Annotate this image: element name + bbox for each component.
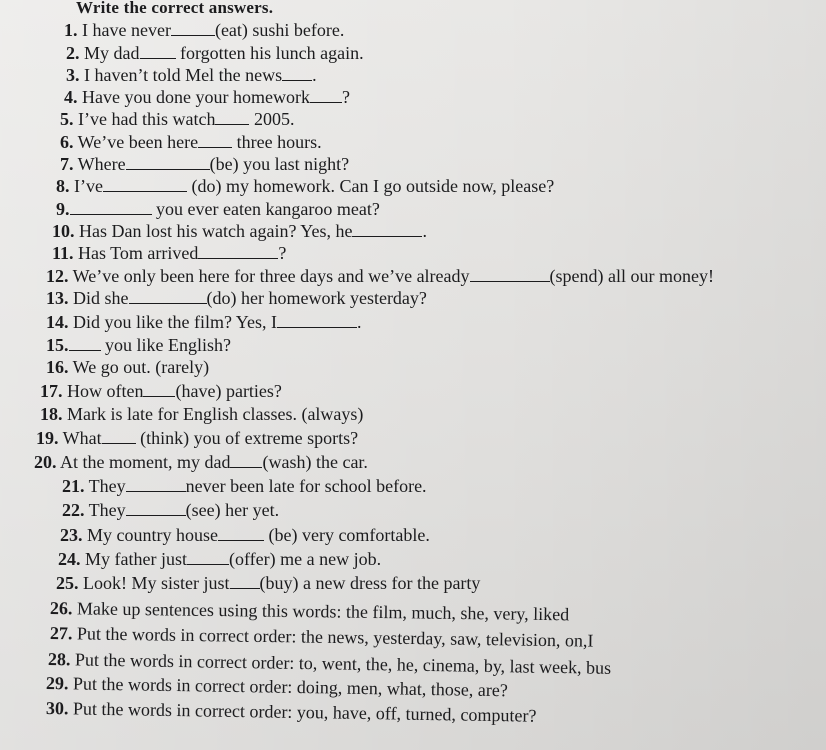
exercise-item — [60, 154, 349, 174]
item-text-before: My country house — [82, 525, 218, 545]
item-number: 4. — [64, 87, 78, 107]
item-text-before: Look! My sister just — [78, 573, 230, 593]
item-number: 8. — [56, 176, 70, 196]
answer-blank[interactable] — [103, 177, 187, 192]
item-text-after: . — [312, 65, 317, 85]
exercise-item — [58, 549, 381, 569]
item-text-before: My father just — [80, 549, 187, 569]
item-text-before: I’ve — [69, 176, 103, 196]
answer-blank[interactable] — [215, 110, 249, 125]
item-text-before: Make up sentences using this words: the film, much, she, very, liked — [72, 598, 570, 625]
item-number: 22. — [62, 500, 85, 520]
item-number: 7. — [60, 154, 74, 174]
answer-blank[interactable] — [102, 429, 136, 444]
item-text-after: . — [422, 221, 427, 241]
item-text-after: ? — [278, 243, 287, 263]
exercise-item — [34, 452, 368, 472]
item-number: 16. — [46, 357, 69, 377]
worksheet-heading: Write the correct answers. — [76, 0, 274, 17]
item-number: 20. — [34, 452, 57, 472]
item-text-before: Has Dan lost his watch again? Yes, he — [74, 221, 353, 241]
item-text-after: (spend) all our money! — [549, 266, 714, 286]
item-text-before: Has Tom arrived — [73, 243, 199, 263]
item-text-before: Did she — [68, 288, 129, 308]
item-text-before: Put the words in correct order: you, have, off, turned, computer? — [68, 698, 537, 726]
exercise-item — [46, 266, 714, 286]
item-text-after: (see) her yet. — [185, 500, 280, 520]
exercise-item — [46, 288, 427, 308]
item-number: 19. — [36, 428, 59, 448]
item-text-after: (be) very comfortable. — [263, 525, 430, 545]
answer-blank[interactable] — [126, 155, 210, 170]
item-text-after: (buy) a new dress for the party — [259, 573, 481, 593]
item-number: 28. — [47, 649, 71, 670]
item-number: 30. — [45, 698, 69, 719]
item-number: 18. — [40, 404, 63, 424]
answer-blank[interactable] — [126, 501, 186, 516]
item-text-before: Put the words in correct order: doing, men, what, those, are? — [68, 673, 508, 701]
item-number: 6. — [60, 132, 74, 152]
item-text-before: They — [84, 476, 126, 496]
exercise-item — [46, 673, 508, 700]
item-number: 11. — [52, 243, 74, 263]
answer-blank[interactable] — [282, 66, 312, 81]
item-text-before: How often — [62, 381, 144, 401]
item-number: 12. — [46, 266, 69, 286]
exercise-item — [52, 221, 427, 241]
item-text-before: Did you like the film? Yes, I — [68, 312, 277, 332]
exercise-item — [52, 243, 286, 263]
item-number: 14. — [46, 312, 69, 332]
item-number: 10. — [52, 221, 75, 241]
item-text-before: Put the words in correct order: the news, yesterday, saw, television, on,I — [72, 623, 594, 651]
item-text-after: ? — [341, 87, 350, 107]
item-text-after: (think) you of extreme sports? — [135, 428, 359, 448]
item-text-after: never been late for school before. — [185, 476, 427, 496]
item-text-before: Have you done your homework — [77, 87, 310, 107]
item-number: 24. — [58, 549, 81, 569]
answer-blank[interactable] — [198, 133, 232, 148]
answer-blank[interactable] — [230, 453, 262, 468]
item-text-before: Where — [73, 154, 126, 174]
item-number: 17. — [40, 381, 63, 401]
item-number: 27. — [49, 623, 73, 644]
exercise-item — [56, 176, 554, 196]
exercise-item — [60, 525, 430, 545]
exercise-item — [46, 698, 537, 726]
answer-blank[interactable] — [126, 477, 186, 492]
item-text-before: I’ve had this watch — [73, 109, 216, 129]
exercise-item — [40, 404, 363, 424]
exercise-item — [62, 476, 427, 496]
exercise-item — [64, 87, 350, 107]
item-text-after: (offer) me a new job. — [228, 549, 382, 569]
exercise-item — [40, 381, 282, 401]
exercise-item — [60, 132, 322, 152]
item-text-before: I have never — [77, 20, 171, 40]
item-text-before: We’ve only been here for three days and we’ve already — [68, 266, 470, 286]
item-text-after: you ever eaten kangaroo meat? — [151, 199, 380, 219]
answer-blank[interactable] — [171, 21, 215, 36]
answer-blank[interactable] — [187, 550, 229, 565]
item-number: 1. — [64, 20, 78, 40]
answer-blank[interactable] — [352, 222, 422, 237]
exercise-item — [66, 65, 317, 85]
item-number: 2. — [66, 43, 80, 63]
item-text-before: At the moment, my dad — [56, 452, 231, 472]
item-text-before: What — [58, 428, 102, 448]
item-number: 13. — [46, 288, 69, 308]
item-text-before: I haven’t told Mel the news — [79, 65, 283, 85]
exercise-item — [46, 335, 231, 355]
item-number: 5. — [60, 109, 74, 129]
answer-blank[interactable] — [218, 526, 264, 541]
exercise-item — [50, 623, 594, 651]
answer-blank[interactable] — [310, 88, 342, 103]
answer-blank[interactable] — [70, 200, 152, 215]
exercise-item — [66, 43, 364, 63]
answer-blank[interactable] — [198, 244, 278, 259]
item-number: 21. — [62, 476, 85, 496]
item-text-before: Put the words in correct order: to, went, the, he, cinema, by, last week, bus — [70, 649, 612, 678]
answer-blank[interactable] — [140, 44, 176, 59]
item-number: 26. — [49, 598, 73, 619]
exercise-item — [64, 20, 344, 40]
item-number: 29. — [45, 673, 69, 694]
item-number: 3. — [66, 65, 80, 85]
item-number: 9. — [56, 199, 70, 219]
item-text-after: (do) my homework. Can I go outside now, please? — [186, 176, 555, 196]
item-text-before: We’ve been here — [73, 132, 199, 152]
answer-blank[interactable] — [470, 267, 550, 282]
item-number: 25. — [56, 573, 79, 593]
exercise-item — [60, 109, 294, 129]
item-text-after: . — [357, 312, 362, 332]
item-text-after: (do) her homework yesterday? — [206, 288, 427, 308]
item-text-before: We go out. (rarely) — [68, 357, 210, 377]
item-text-before: Mark is late for English classes. (always) — [62, 404, 364, 424]
exercise-item — [46, 312, 362, 332]
exercise-item — [36, 428, 358, 448]
item-text-before: My dad — [79, 43, 140, 63]
answer-blank[interactable] — [69, 336, 101, 351]
item-text-after: three hours. — [232, 132, 322, 152]
exercise-item — [56, 199, 380, 219]
item-text-after: forgotten his lunch again. — [175, 43, 364, 63]
answer-blank[interactable] — [230, 574, 260, 589]
item-text-after: (have) parties? — [175, 381, 282, 401]
item-text-after: (eat) sushi before. — [214, 20, 345, 40]
item-text-after: 2005. — [249, 109, 295, 129]
answer-blank[interactable] — [143, 382, 175, 397]
item-text-before: They — [84, 500, 126, 520]
exercise-item — [62, 500, 279, 520]
item-text-after: (wash) the car. — [262, 452, 368, 472]
answer-blank[interactable] — [277, 313, 357, 328]
item-number: 15. — [46, 335, 69, 355]
item-text-after: (be) you last night? — [209, 154, 350, 174]
answer-blank[interactable] — [129, 289, 207, 304]
item-text-after: you like English? — [100, 335, 231, 355]
exercise-item — [46, 357, 209, 377]
exercise-item — [50, 598, 569, 624]
exercise-item — [56, 573, 480, 593]
item-number: 23. — [60, 525, 83, 545]
